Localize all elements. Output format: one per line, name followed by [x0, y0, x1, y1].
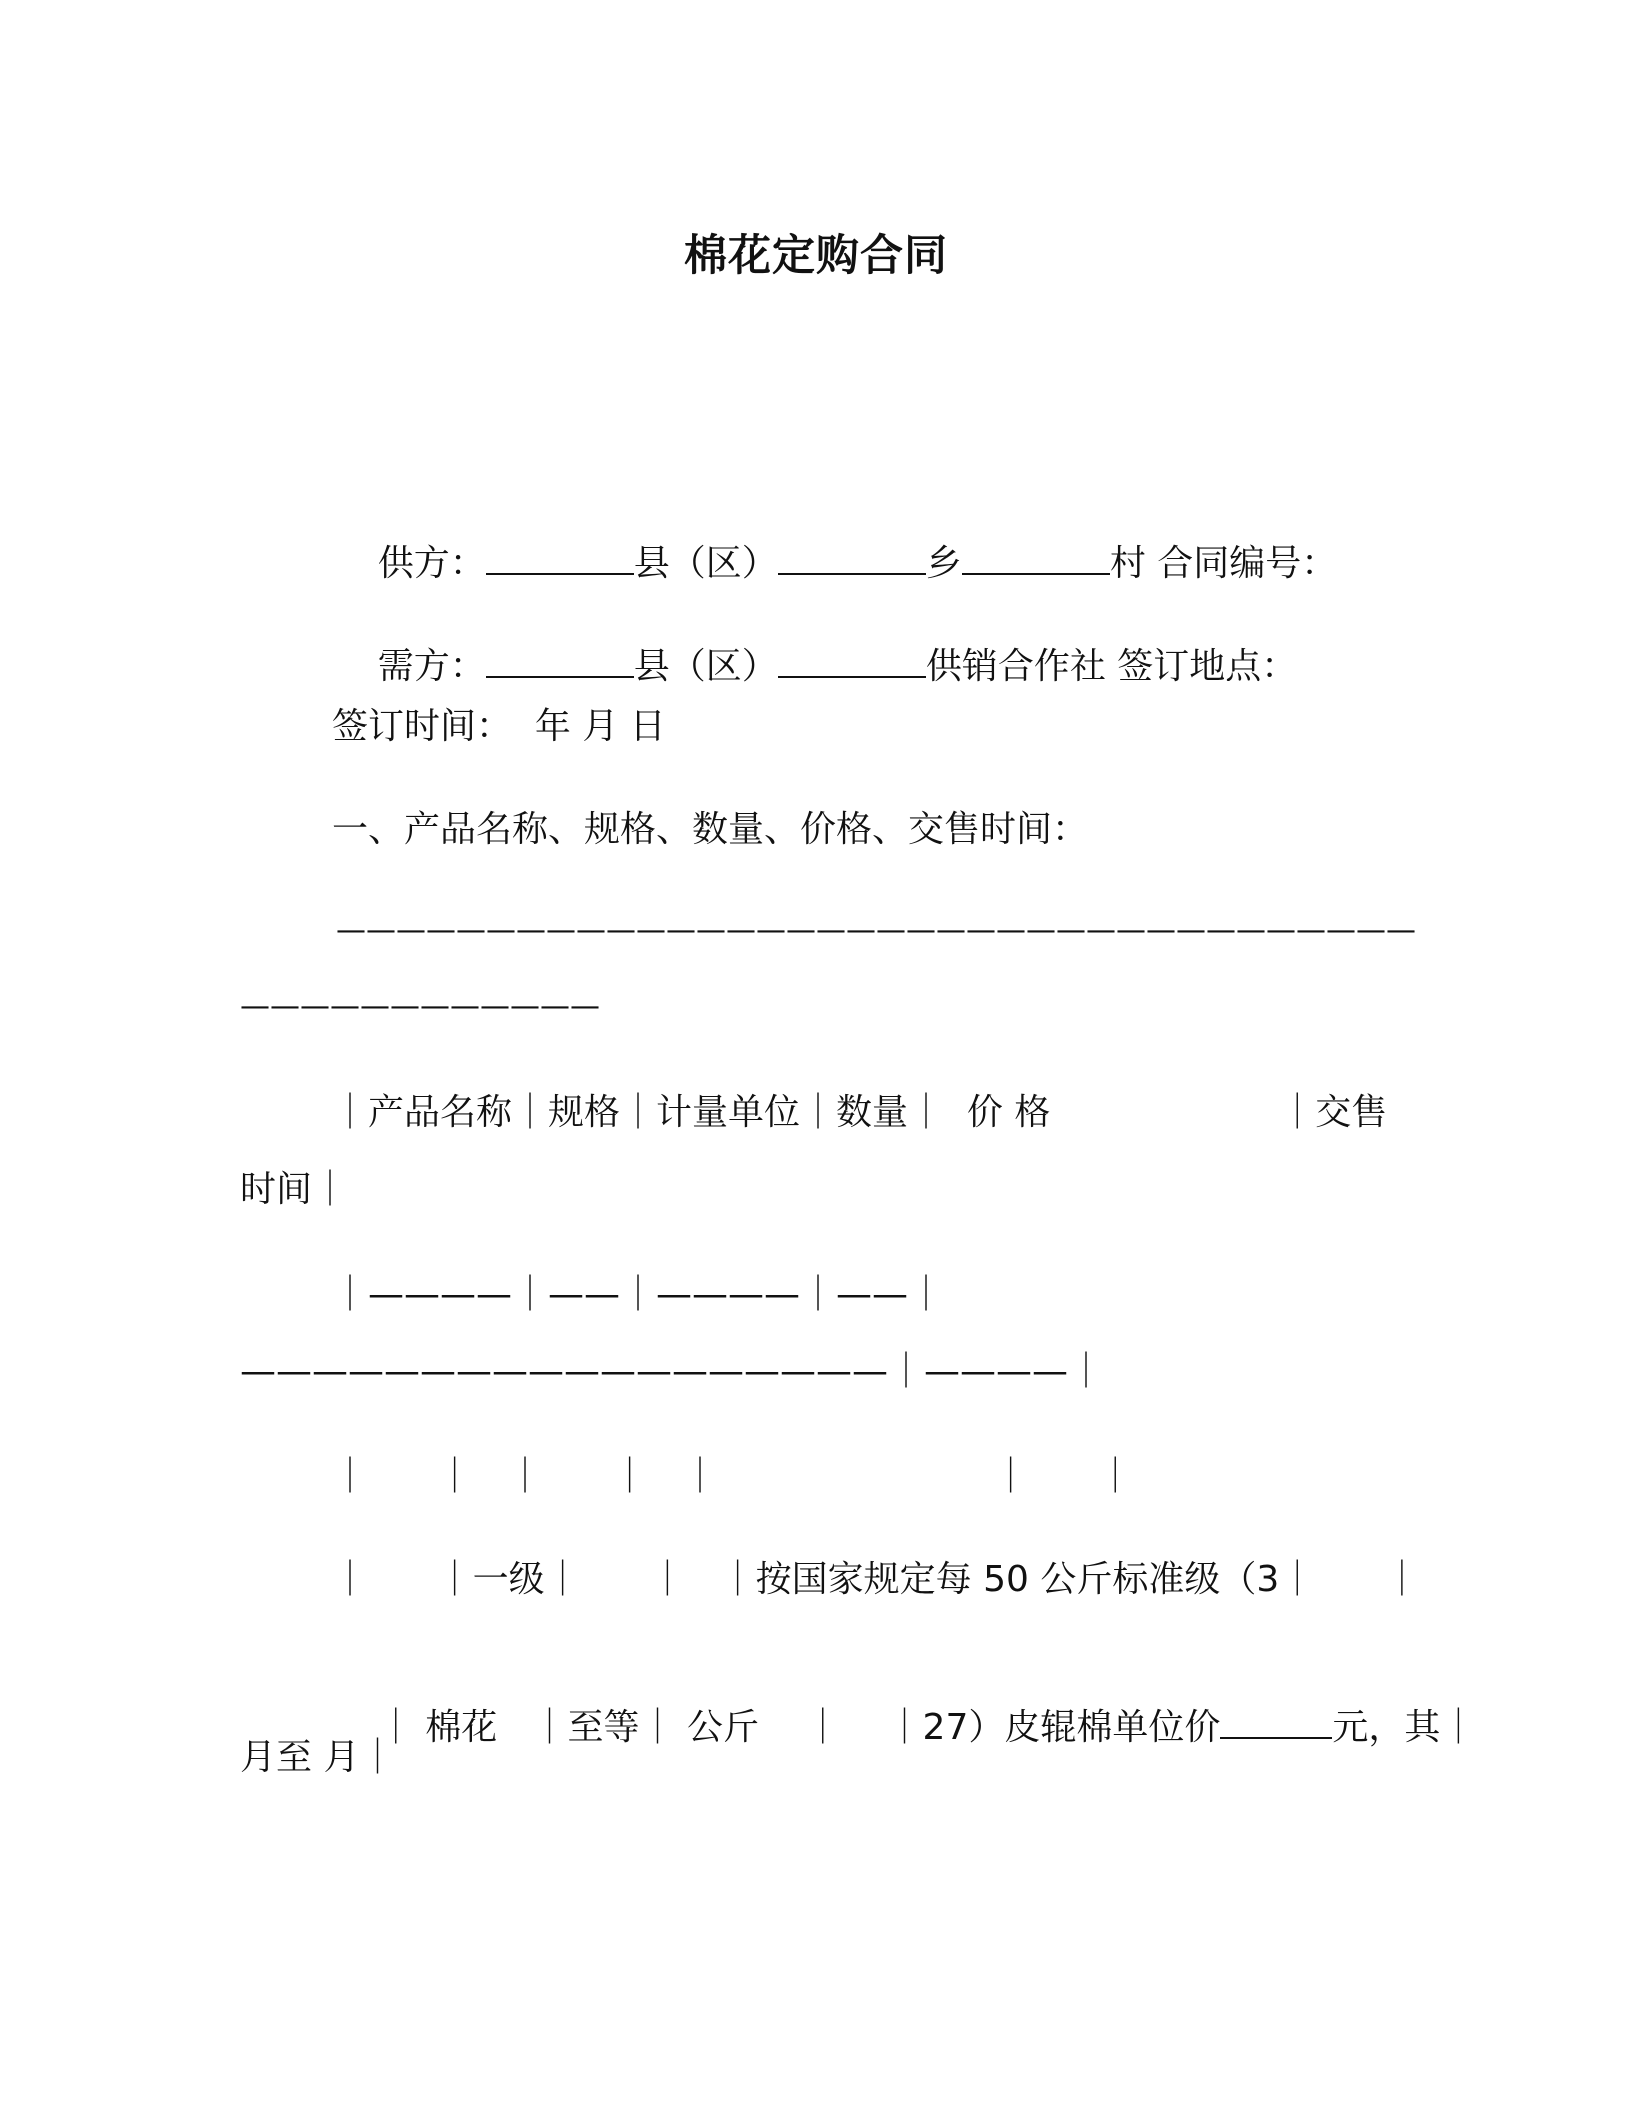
page-title: 棉花定购合同 — [684, 231, 948, 281]
supplier-village-blank — [962, 543, 1110, 575]
buyer-county-label: 县（区） — [633, 646, 778, 687]
rule-line-1: ———————————————————————————————————— — [336, 913, 1416, 948]
table-empty-row: ｜ ｜ ｜ ｜ ｜ ｜ ｜ — [332, 1456, 1134, 1497]
buyer-coop-label: 供销合作社 签订地点： — [925, 646, 1298, 687]
supplier-village-label: 村 合同编号： — [1109, 543, 1338, 584]
buyer-county-blank — [486, 646, 634, 678]
buyer-coop-blank — [778, 646, 926, 678]
unit-price-blank — [1220, 1707, 1332, 1739]
table-row-2 — [332, 1662, 1476, 1794]
table-divider-a: ｜————｜——｜————｜——｜ — [332, 1274, 944, 1315]
section-heading: 一、产品名称、规格、数量、价格、交售时间： — [332, 809, 1089, 850]
table-row-2-cont: 月至 月｜ — [240, 1737, 396, 1778]
table-row-1: ｜ ｜一级｜ ｜ ｜按国家规定每 50 公斤标准级（3｜ ｜ — [332, 1559, 1420, 1600]
supplier-prefix: 供方： — [377, 543, 486, 584]
sign-time: 签订时间： 年 月 日 — [332, 706, 666, 747]
supplier-township-blank — [778, 543, 926, 575]
table-row-2-prefix: ｜ 棉花 ｜至等｜ 公斤 ｜ ｜27）皮辊棉单位价 — [377, 1707, 1221, 1748]
table-header-a: ｜产品名称｜规格｜计量单位｜数量｜ 价 格 ｜交售 — [332, 1092, 1388, 1133]
buyer-prefix: 需方： — [377, 646, 486, 687]
supplier-township-label: 乡 — [925, 543, 962, 584]
supplier-county-label: 县（区） — [633, 543, 778, 584]
table-header-b: 时间｜ — [240, 1169, 349, 1210]
supplier-county-blank — [486, 543, 634, 575]
rule-line-2: ———————————— — [240, 989, 600, 1024]
table-row-2-suffix: 元，其｜ — [1332, 1707, 1477, 1748]
table-divider-b: ——————————————————｜————｜ — [240, 1351, 1104, 1392]
